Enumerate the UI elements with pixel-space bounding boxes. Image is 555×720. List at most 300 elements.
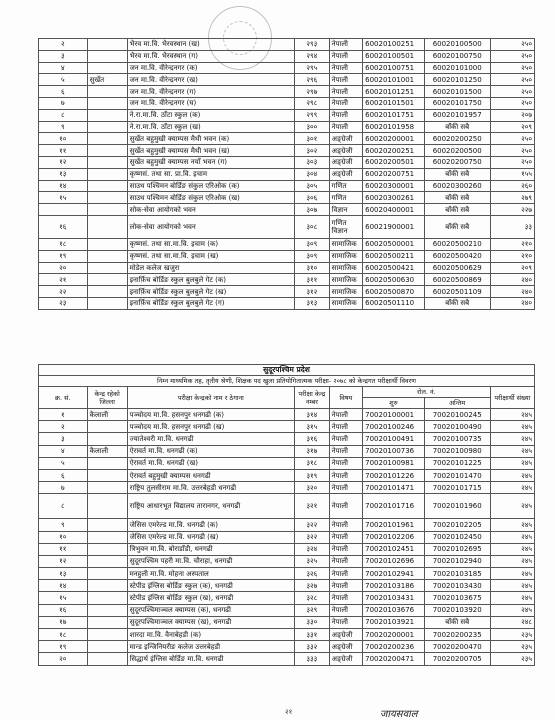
cell-to: 70020200235 <box>424 629 490 641</box>
cell-to: 60020200750 <box>424 156 490 168</box>
cell-from: 70020100246 <box>363 421 425 433</box>
cell-to: 60020200500 <box>424 145 490 157</box>
cell-dist <box>87 580 127 592</box>
table-row <box>39 62 535 74</box>
cell-cnt: २४० <box>490 286 534 298</box>
cell-code: ३२० <box>295 482 330 494</box>
cell-cnt: २५० <box>490 133 534 145</box>
cell-code: ३२९ <box>295 604 330 616</box>
cell-code: ३२५ <box>295 555 330 567</box>
cell-to: बाँकी सबै <box>424 192 490 204</box>
cell-to: 60020501109 <box>424 286 490 298</box>
cell-dist: कैलाली <box>87 409 127 421</box>
cell-sub: नेपाली <box>329 109 362 121</box>
cell-cnt: २५० <box>490 97 534 109</box>
cell-code: ३११ <box>295 274 330 286</box>
cell-sn: ५ <box>39 74 88 86</box>
cell-dist <box>87 50 127 62</box>
cell-sn: १६ <box>39 604 88 616</box>
header-roll-from: शुरु <box>363 398 425 409</box>
cell-code: ३१९ <box>295 469 330 481</box>
cell-cnt: २५० <box>490 156 534 168</box>
cell-cnt: २४५ <box>490 604 534 616</box>
cell-from: 60020101501 <box>363 97 425 109</box>
cell-sn: २१ <box>39 274 88 286</box>
table-row <box>39 433 535 445</box>
cell-name: त्रिभुवन मा.वि. बोराडाँडी, धनगढी <box>127 543 294 555</box>
cell-cnt: २४५ <box>490 580 534 592</box>
cell-sub: अङ्ग्रेजी <box>329 133 362 145</box>
cell-from: 60020500630 <box>363 274 425 286</box>
cell-sub: नेपाली <box>329 604 362 616</box>
cell-dist <box>87 286 127 298</box>
cell-sn: २ <box>39 421 88 433</box>
cell-code: ३३० <box>295 616 330 628</box>
cell-sn: १० <box>39 133 88 145</box>
cell-sn: १९ <box>39 641 88 653</box>
cell-to: बाँकी सबै <box>424 215 490 238</box>
table-row <box>39 592 535 604</box>
cell-cnt: २०९ <box>490 121 534 133</box>
cell-name: ऐरावर्त बहुमुखी क्याम्पस धनगढी <box>127 469 294 481</box>
cell-from: 70020200471 <box>363 653 425 665</box>
cell-code: ३१२ <box>295 286 330 298</box>
cell-sub: नेपाली <box>329 97 362 109</box>
cell-dist <box>87 168 127 180</box>
cell-dist <box>87 494 127 519</box>
cell-sub: अङ्ग्रेजी <box>329 156 362 168</box>
cell-from: 70020200236 <box>363 641 425 653</box>
cell-sn: १२ <box>39 555 88 567</box>
cell-code: २९४ <box>295 50 330 62</box>
cell-from: 70020100736 <box>363 445 425 457</box>
table-row <box>39 297 535 309</box>
header-roll: रोल. नं. <box>363 387 491 398</box>
cell-to: 70020103675 <box>424 592 490 604</box>
cell-name: राष्ट्रिय आधारभूत विद्यालय तारानगर, धनगढी <box>127 494 294 519</box>
cell-cnt: २५० <box>490 50 534 62</box>
cell-to: 60020100750 <box>424 50 490 62</box>
cell-dist <box>87 653 127 665</box>
cell-code: ३२७ <box>295 580 330 592</box>
cell-sn: १९ <box>39 250 88 262</box>
cell-code: ३१६ <box>295 433 330 445</box>
table-row <box>39 616 535 628</box>
cell-cnt: २४५ <box>490 433 534 445</box>
cell-sn: २० <box>39 653 88 665</box>
cell-dist <box>87 592 127 604</box>
cell-to: बाँकी सबै <box>424 297 490 309</box>
table-row <box>39 494 535 519</box>
cell-dist <box>87 421 127 433</box>
cell-sub: नेपाली <box>329 494 362 519</box>
cell-name: जन मा.वि. वीरेन्द्रनगर (घ) <box>127 97 294 109</box>
header-subject: विषय <box>329 387 362 409</box>
cell-code: ३३२ <box>295 641 330 653</box>
table-row <box>39 445 535 457</box>
cell-cnt: २५० <box>490 62 534 74</box>
cell-to: 70020200470 <box>424 641 490 653</box>
header-roll-to: अन्तिम <box>424 398 490 409</box>
header-center-name: परीक्षा केन्द्रको नाम र ठेगाना <box>127 387 294 409</box>
cell-from: 60020500421 <box>363 262 425 274</box>
cell-cnt: २४५ <box>490 421 534 433</box>
cell-sub: नेपाली <box>329 469 362 481</box>
cell-cnt: २६० <box>490 180 534 192</box>
cell-sub: नेपाली <box>329 482 362 494</box>
cell-from: 70020102206 <box>363 531 425 543</box>
table-row <box>39 250 535 262</box>
cell-dist <box>87 568 127 580</box>
cell-name: सोक-सेवा आयोगको भवन <box>127 204 294 216</box>
cell-to: 70020200705 <box>424 653 490 665</box>
cell-name: साउथ पश्चिमन बोर्डिङ संकुल एरिओक (ख) <box>127 192 294 204</box>
cell-cnt: २३५ <box>490 629 534 641</box>
table-row <box>39 97 535 109</box>
cell-sn: ७ <box>39 97 88 109</box>
cell-sub: सामाजिक <box>329 262 362 274</box>
cell-dist <box>87 121 127 133</box>
table-row <box>39 262 535 274</box>
cell-code: ३२२ <box>295 531 330 543</box>
cell-code: ३२१ <box>295 494 330 519</box>
cell-from: 60020100751 <box>363 62 425 74</box>
cell-to: 60020101750 <box>424 97 490 109</box>
cell-sn: ४ <box>39 445 88 457</box>
cell-cnt: २३५ <box>490 653 534 665</box>
cell-code: ३०४ <box>295 168 330 180</box>
cell-sub: सामाजिक <box>329 274 362 286</box>
table-row <box>39 204 535 216</box>
cell-sub: नेपाली <box>329 433 362 445</box>
cell-cnt: २३५ <box>490 641 534 653</box>
cell-sub: नेपाली <box>329 74 362 86</box>
cell-sub: अङ्ग्रेजी <box>329 641 362 653</box>
section-title: सुदूरपश्चिम प्रदेश <box>38 364 535 375</box>
cell-to: 60020101500 <box>424 86 490 98</box>
table-row <box>39 39 535 51</box>
cell-to: 70020103185 <box>424 568 490 580</box>
cell-cnt: २४५ <box>490 531 534 543</box>
cell-code: ३२८ <box>295 592 330 604</box>
cell-cnt: २५० <box>490 86 534 98</box>
cell-to: 70020100245 <box>424 409 490 421</box>
cell-to: 70020101225 <box>424 457 490 469</box>
cell-sub: सामाजिक <box>329 297 362 309</box>
cell-sub: नेपाली <box>329 616 362 628</box>
cell-dist <box>87 274 127 286</box>
cell-code: ३३१ <box>295 629 330 641</box>
cell-sub: नेपाली <box>329 86 362 98</box>
cell-dist <box>87 555 127 567</box>
cell-sub: सामाजिक <box>329 250 362 262</box>
cell-cnt: २४५ <box>490 543 534 555</box>
cell-sn: २२ <box>39 286 88 298</box>
cell-name: इनार्फ़िच बोर्डिङ स्कुल बुलबुले गेट (क) <box>127 274 294 286</box>
cell-sub: अङ्ग्रेजी <box>329 168 362 180</box>
cell-from: 60020500211 <box>363 250 425 262</box>
cell-from: 70020101716 <box>363 494 425 519</box>
cell-name: ऐरावर्त मा.वि. धनगढी (ख) <box>127 457 294 469</box>
table-row <box>39 653 535 665</box>
cell-sn: ३ <box>39 50 88 62</box>
cell-code: ३०२ <box>295 145 330 157</box>
cell-cnt: २५० <box>490 39 534 51</box>
cell-sn: १८ <box>39 238 88 250</box>
cell-code: ३१० <box>295 262 330 274</box>
cell-code: ३१४ <box>295 409 330 421</box>
cell-from: 60020500001 <box>363 238 425 250</box>
cell-sub: सामाजिक <box>329 286 362 298</box>
section-subtitle: निम्न माध्यमिक तह, तृतीय श्रेणी, शिक्षक पद खुला प्रतियोगितात्मक परीक्षा- २०७८ को केन्द्रगत परीक्षार्थी विवरण <box>38 375 535 386</box>
cell-cnt: २४५ <box>490 568 534 580</box>
cell-cnt: २२७ <box>490 204 534 216</box>
cell-cnt: २४५ <box>490 445 534 457</box>
cell-name: जन मा.वि. वीरेन्द्रनगर (ग) <box>127 86 294 98</box>
cell-dist <box>87 133 127 145</box>
cell-sub: नेपाली <box>329 39 362 51</box>
header-district: केन्द्र रहेको जिल्ला <box>87 387 127 409</box>
cell-dist <box>87 262 127 274</box>
cell-code: ३०९ <box>295 250 330 262</box>
cell-name: भैरव मा.वि. भैरवस्थान (ग) <box>127 50 294 62</box>
cell-code: ३०५ <box>295 180 330 192</box>
cell-dist <box>87 97 127 109</box>
cell-dist <box>87 215 127 238</box>
cell-name: साउथ पश्चिमन बोर्डिङ संकुल एरिओक (क) <box>127 180 294 192</box>
cell-code: ३१७ <box>295 445 330 457</box>
cell-from: 70020103676 <box>363 604 425 616</box>
cell-dist <box>87 145 127 157</box>
cell-to: 70020102450 <box>424 531 490 543</box>
cell-cnt: २४५ <box>490 494 534 519</box>
cell-to: 70020100735 <box>424 433 490 445</box>
cell-name: लोक-सेवा आयोगको भवन <box>127 215 294 238</box>
cell-name: मोडेल कलेज खजुरा <box>127 262 294 274</box>
cell-sn: १४ <box>39 580 88 592</box>
cell-sn: ९ <box>39 519 88 531</box>
cell-sn: १३ <box>39 568 88 580</box>
cell-from: 60020200001 <box>363 133 425 145</box>
cell-to: 70020102695 <box>424 543 490 555</box>
table-row <box>39 469 535 481</box>
cell-dist <box>87 39 127 51</box>
cell-sn: ८ <box>39 109 88 121</box>
cell-name: सुदूरपश्चिमाञ्चल क्याम्पस (क), धनगढी <box>127 604 294 616</box>
table-row <box>39 180 535 192</box>
cell-name: कृष्णसं. तथा सा. प्रा.वि. इचाम <box>127 168 294 180</box>
cell-to: बाँकी सबै <box>424 168 490 180</box>
cell-code: २९८ <box>295 97 330 109</box>
cell-cnt: २०७ <box>490 109 534 121</box>
cell-sn: १८ <box>39 629 88 641</box>
cell-code: २९५ <box>295 62 330 74</box>
cell-sub: विज्ञान <box>329 204 362 216</box>
cell-name: स्टेपीड इंग्लिस बोर्डिङ स्कुल (ख), धनगढी <box>127 592 294 604</box>
cell-code: ३३३ <box>295 653 330 665</box>
table-row <box>39 641 535 653</box>
cell-to: 60020300260 <box>424 180 490 192</box>
cell-sn: ८ <box>39 494 88 519</box>
cell-cnt: २५० <box>490 74 534 86</box>
cell-from: 70020100491 <box>363 433 425 445</box>
cell-from: 70020102941 <box>363 568 425 580</box>
header-center-code: परीक्षा केन्द्र नम्बर <box>295 387 330 409</box>
cell-cnt: २४८ <box>490 616 534 628</box>
cell-dist <box>87 180 127 192</box>
cell-code: ३२६ <box>295 568 330 580</box>
cell-dist <box>87 604 127 616</box>
table-row <box>39 156 535 168</box>
cell-name: इनार्फ़िच बोर्डिङ स्कुल बुलबुले गेट (ग) <box>127 297 294 309</box>
cell-sub: अङ्ग्रेजी <box>329 653 362 665</box>
cell-sn: ७ <box>39 482 88 494</box>
cell-cnt: २७९ <box>490 192 534 204</box>
cell-name: शारदा मा.वि. वैनाबेहडी (क) <box>127 629 294 641</box>
cell-dist <box>87 250 127 262</box>
cell-to: 60020500629 <box>424 262 490 274</box>
cell-name: ऐरावर्त मा.वि. धनगढी (क) <box>127 445 294 457</box>
cell-from: 70020100981 <box>363 457 425 469</box>
table-header-row <box>39 387 535 398</box>
cell-sub: नेपाली <box>329 555 362 567</box>
cell-name: सिद्धार्थ इंग्लिस बोर्डिङ मा.वि. धनगढी <box>127 653 294 665</box>
cell-sub: नेपाली <box>329 445 362 457</box>
cell-sub: नेपाली <box>329 531 362 543</box>
cell-to: 70020100980 <box>424 445 490 457</box>
cell-cnt: २४५ <box>490 482 534 494</box>
cell-cnt: २४५ <box>490 469 534 481</box>
cell-name: स्टेपीड इंग्लिस बोर्डिङ स्कुल (क), धनगढी <box>127 580 294 592</box>
cell-dist <box>87 156 127 168</box>
cell-from: 60020501110 <box>363 297 425 309</box>
cell-cnt: २१० <box>490 250 534 262</box>
cell-to: 60020200250 <box>424 133 490 145</box>
cell-from: 60020101958 <box>363 121 425 133</box>
cell-cnt: २४० <box>490 297 534 309</box>
cell-to: 70020102205 <box>424 519 490 531</box>
cell-from: 70020102451 <box>363 543 425 555</box>
cell-sub: नेपाली <box>329 409 362 421</box>
cell-from: 60020200751 <box>363 168 425 180</box>
cell-name: जन मा.वि. वीरेन्द्रनगर (ख) <box>127 74 294 86</box>
cell-dist: सुर्खेत <box>87 74 127 86</box>
cell-sub: अङ्ग्रेजी <box>329 145 362 157</box>
cell-name: सुर्खेत बहुमुखी क्याम्पस मैथी भवन (ख) <box>127 145 294 157</box>
cell-to: 60020101250 <box>424 74 490 86</box>
table-row <box>39 519 535 531</box>
cell-sub: नेपाली <box>329 543 362 555</box>
cell-name: कृष्णसं. तथा सा.मा.वि. इचाम (ख) <box>127 250 294 262</box>
cell-from: 60020300001 <box>363 180 425 192</box>
cell-cnt: ३३ <box>490 215 534 238</box>
cell-to: 70020101960 <box>424 494 490 519</box>
cell-sn: २ <box>39 39 88 51</box>
cell-cnt: १५५ <box>490 168 534 180</box>
cell-code: ३०९ <box>295 238 330 250</box>
table-row <box>39 145 535 157</box>
cell-sub: नेपाली <box>329 457 362 469</box>
table-row <box>39 457 535 469</box>
table-row <box>39 409 535 421</box>
cell-sn: २३ <box>39 297 88 309</box>
cell-dist <box>87 629 127 641</box>
cell-sn <box>39 204 88 216</box>
table-row <box>39 482 535 494</box>
cell-to: 60020101000 <box>424 62 490 74</box>
cell-name: मनहुली मा.वि. मोहना अस्पताल <box>127 568 294 580</box>
cell-from: 60020400001 <box>363 204 425 216</box>
cell-cnt: २०९ <box>490 262 534 274</box>
cell-from: 70020102696 <box>363 555 425 567</box>
cell-to: 60020500869 <box>424 274 490 286</box>
cell-name: जन मा.वि. वीरेन्द्रनगर (क) <box>127 62 294 74</box>
cell-cnt: २४५ <box>490 555 534 567</box>
table-row <box>39 568 535 580</box>
table-row <box>39 192 535 204</box>
cell-code: ३१३ <box>295 297 330 309</box>
cell-code: ३०३ <box>295 156 330 168</box>
top-center-table <box>38 38 535 310</box>
cell-from: 70020103186 <box>363 580 425 592</box>
table-row <box>39 555 535 567</box>
table-row <box>39 421 535 433</box>
cell-code: ३२२ <box>295 519 330 531</box>
cell-code: ३१८ <box>295 457 330 469</box>
cell-to: 70020100490 <box>424 421 490 433</box>
cell-from: 70020103921 <box>363 616 425 628</box>
cell-name: मान्ड इन्जिनियरीङ कलेज उत्तरबेहडी <box>127 641 294 653</box>
cell-cnt: २४५ <box>490 457 534 469</box>
cell-dist <box>87 109 127 121</box>
cell-sn: १ <box>39 409 88 421</box>
cell-sn: १५ <box>39 192 88 204</box>
cell-code: २९९ <box>295 109 330 121</box>
sudurpaschim-center-table <box>38 386 535 666</box>
cell-sub: नेपाली <box>329 50 362 62</box>
cell-to: 70020103430 <box>424 580 490 592</box>
table-row <box>39 543 535 555</box>
cell-from: 70020200001 <box>363 629 425 641</box>
cell-dist <box>87 482 127 494</box>
cell-sub: नेपाली <box>329 421 362 433</box>
cell-to: बाँकी सबै <box>424 616 490 628</box>
page-number: २१ <box>285 708 293 716</box>
table-row <box>39 215 535 238</box>
table-row <box>39 238 535 250</box>
cell-name: ने.रा.मा.वि. ठाँटा स्कुल (ख) <box>127 121 294 133</box>
cell-dist: कैलाली <box>87 445 127 457</box>
cell-from: 60020200251 <box>363 145 425 157</box>
cell-dist <box>87 297 127 309</box>
cell-dist <box>87 86 127 98</box>
cell-code: ३०१ <box>295 133 330 145</box>
cell-sn: ६ <box>39 469 88 481</box>
cell-code: ३०६ <box>295 192 330 204</box>
cell-from: 60020500870 <box>363 286 425 298</box>
cell-sn: १५ <box>39 592 88 604</box>
cell-dist <box>87 204 127 216</box>
cell-dist <box>87 616 127 628</box>
cell-sn: ९ <box>39 121 88 133</box>
cell-sub: नेपाली <box>329 121 362 133</box>
cell-sub: सामाजिक <box>329 238 362 250</box>
cell-dist <box>87 641 127 653</box>
cell-sn: ४ <box>39 62 88 74</box>
cell-name: पञ्चोदय मा.वि. हसनपुर धनगढी (ख) <box>127 421 294 433</box>
cell-from: 70020100001 <box>363 409 425 421</box>
cell-dist <box>87 62 127 74</box>
